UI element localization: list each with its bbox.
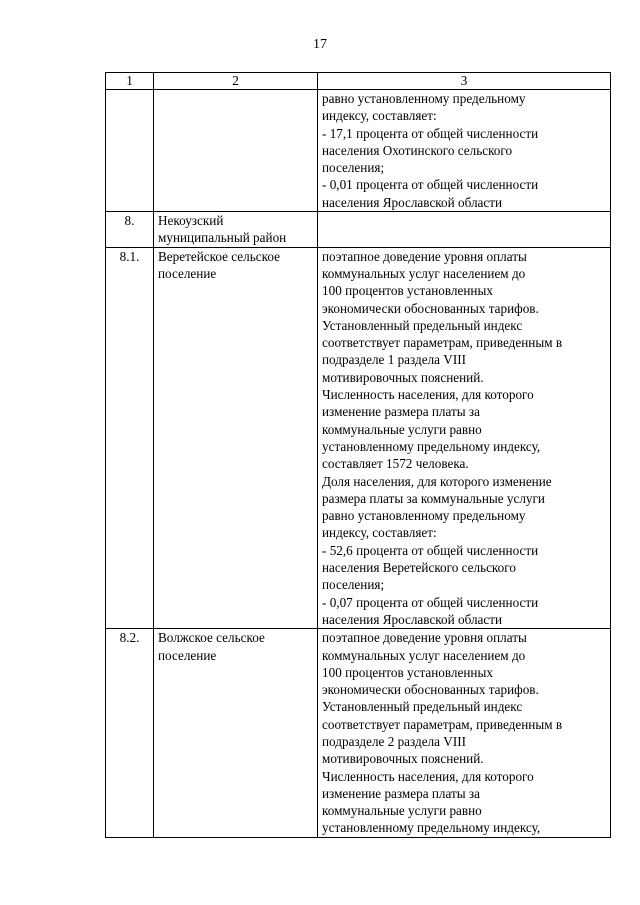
header-col-3: 3 bbox=[318, 73, 611, 90]
territory-name-line: Некоузский bbox=[158, 213, 224, 229]
description-line: коммунальные услуги равно bbox=[322, 803, 482, 819]
table-row bbox=[106, 629, 611, 838]
table-row bbox=[106, 212, 611, 248]
table-row bbox=[106, 247, 611, 629]
description-line: населения Веретейского сельского bbox=[322, 560, 516, 576]
description-line: индексу, составляет: bbox=[322, 525, 437, 541]
description-cell bbox=[318, 247, 611, 629]
description-line: Численность населения, для которого bbox=[322, 387, 534, 403]
description-line: изменение размера платы за bbox=[322, 785, 480, 801]
document-table bbox=[105, 72, 611, 838]
description-line: - 52,6 процента от общей численности bbox=[322, 542, 539, 558]
header-col-2: 2 bbox=[154, 73, 318, 90]
page-number: 17 bbox=[313, 37, 327, 52]
description-line: равно установленному предельному bbox=[322, 91, 526, 106]
description-line: поселения; bbox=[322, 577, 385, 593]
description-line: установленному предельному индексу, bbox=[322, 820, 541, 836]
description-cell bbox=[318, 212, 611, 248]
description-line: - 17,1 процента от общей численности bbox=[322, 125, 539, 141]
description-line: 100 процентов установленных bbox=[322, 283, 493, 299]
territory-name-cell bbox=[154, 247, 318, 629]
description-line: равно установленному предельному bbox=[322, 508, 526, 524]
description-line: соответствует параметрам, приведенным в bbox=[322, 335, 563, 351]
description-line: Доля населения, для которого изменение bbox=[322, 473, 552, 489]
description-line: размера платы за коммунальные услуги bbox=[322, 490, 545, 506]
description-line: подразделе 2 раздела VIII bbox=[322, 733, 466, 749]
territory-name-cell bbox=[154, 212, 318, 248]
row-number-cell bbox=[106, 90, 154, 212]
table-header-row bbox=[106, 73, 611, 90]
description-line: изменение размера платы за bbox=[322, 404, 480, 420]
row-number-cell: 8.2. bbox=[106, 629, 154, 838]
description-line: установленному предельному индексу, bbox=[322, 438, 541, 454]
description-line: экономически обоснованных тарифов. bbox=[322, 682, 539, 698]
description-line: составляет 1572 человека. bbox=[322, 456, 469, 472]
description-line: индексу, составляет: bbox=[322, 108, 437, 124]
description-cell bbox=[318, 629, 611, 838]
description-line: экономически обоснованных тарифов. bbox=[322, 300, 539, 316]
territory-name-line: Веретейское сельское bbox=[158, 248, 280, 264]
territory-name-cell bbox=[154, 90, 318, 212]
description-line: населения Охотинского сельского bbox=[322, 142, 513, 158]
description-line: 100 процентов установленных bbox=[322, 664, 493, 680]
description-line: поэтапное доведение уровня оплаты bbox=[322, 248, 527, 264]
description-line: подразделе 1 раздела VIII bbox=[322, 352, 466, 368]
description-line: Численность населения, для которого bbox=[322, 768, 534, 784]
territory-name-cell bbox=[154, 629, 318, 838]
territory-name-line: Волжское сельское bbox=[158, 630, 265, 646]
description-line: коммунальные услуги равно bbox=[322, 421, 482, 437]
description-line: поселения; bbox=[322, 160, 385, 176]
description-line: - 0,01 процента от общей численности bbox=[322, 177, 539, 193]
description-line: населения Ярославской области bbox=[322, 194, 503, 210]
description-line: поэтапное доведение уровня оплаты bbox=[322, 630, 527, 646]
description-line: населения Ярославской области bbox=[322, 611, 503, 627]
row-number-cell: 8.1. bbox=[106, 247, 154, 629]
description-line: Установленный предельный индекс bbox=[322, 699, 523, 715]
header-col-1: 1 bbox=[106, 73, 154, 90]
description-line: - 0,07 процента от общей численности bbox=[322, 594, 539, 610]
territory-name-line: поселение bbox=[158, 265, 217, 281]
description-line: коммунальных услуг населением до bbox=[322, 647, 526, 663]
table-row bbox=[106, 90, 611, 212]
territory-name-line: поселение bbox=[158, 647, 217, 663]
description-line: соответствует параметрам, приведенным в bbox=[322, 716, 563, 732]
description-line: коммунальных услуг населением до bbox=[322, 265, 526, 281]
description-line: мотивировочных пояснений. bbox=[322, 369, 484, 385]
territory-name-line: муниципальный район bbox=[158, 230, 287, 246]
description-line: Установленный предельный индекс bbox=[322, 317, 523, 333]
description-cell bbox=[318, 90, 611, 212]
row-number-cell: 8. bbox=[106, 212, 154, 248]
description-line: мотивировочных пояснений. bbox=[322, 751, 484, 767]
